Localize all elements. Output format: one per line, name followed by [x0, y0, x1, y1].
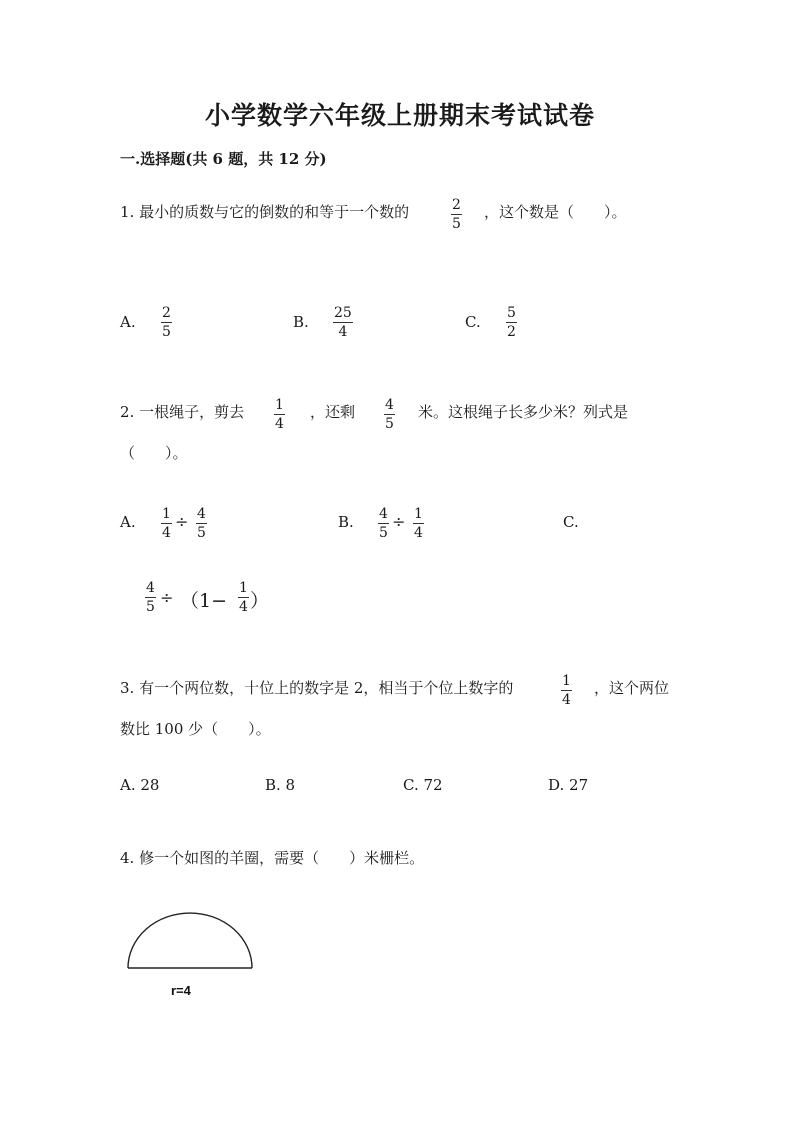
fraction-bar [506, 322, 517, 323]
q1-fraction [451, 197, 462, 232]
q2-text-part2: ，还剩 [310, 403, 356, 421]
fraction-bar [384, 414, 395, 415]
denominator: 5 [146, 599, 155, 615]
q1-option-b-fraction [333, 305, 353, 340]
q2-option-c-label: C. [563, 513, 579, 531]
q2-option-c-open-paren: （1− [180, 590, 228, 612]
fraction-bar [238, 597, 249, 598]
radius-label: r=4 [171, 983, 191, 998]
section-heading: 一.选择题(共 6 题，共 12 分) [120, 150, 327, 168]
fraction-bar [161, 322, 172, 323]
q3-option-a: A. 28 [120, 776, 160, 794]
numerator: 1 [239, 580, 248, 596]
q3-option-d: D. 27 [548, 776, 589, 794]
q2-option-a-fraction-2 [196, 506, 207, 541]
q2-option-a-fraction-1 [161, 506, 172, 541]
q2-option-b-divide-sign: ÷ [392, 512, 406, 531]
q1-text-after: ，这个数是（ ）。 [484, 203, 627, 221]
q2-text-part1: 2. 一根绳子，剪去 [120, 403, 245, 421]
q2-fraction-2 [384, 397, 395, 432]
fraction-bar [413, 523, 424, 524]
q2-option-c-divide-sign: ÷ [160, 588, 174, 607]
fraction-bar [274, 414, 285, 415]
q2-option-b-fraction-2 [413, 506, 424, 541]
fraction-bar [378, 523, 389, 524]
q1-text-before: 1. 最小的质数与它的倒数的和等于一个数的 [120, 203, 410, 221]
numerator: 1 [162, 506, 171, 522]
fraction-bar [145, 597, 156, 598]
denominator: 4 [162, 525, 171, 541]
q2-option-c-close-paren: ） [250, 590, 270, 612]
numerator: 4 [197, 506, 206, 522]
numerator: 1 [275, 397, 284, 413]
q2-text-part3: 米。这根绳子长多少米？列式是 [418, 403, 629, 421]
semicircle-figure [118, 900, 268, 1000]
denominator: 5 [385, 416, 394, 432]
denominator: 5 [379, 525, 388, 541]
denominator: 4 [239, 599, 248, 615]
q3-fraction [561, 673, 572, 708]
q2-option-b-fraction-1 [378, 506, 389, 541]
fraction-bar [451, 214, 462, 215]
q3-text-line2: 数比 100 少（ ）。 [120, 720, 271, 738]
numerator: 1 [414, 506, 423, 522]
fraction-bar [196, 523, 207, 524]
q2-fraction-1 [274, 397, 285, 432]
q2-option-b-label: B. [338, 513, 354, 531]
denominator: 2 [507, 324, 516, 340]
numerator: 4 [385, 397, 394, 413]
numerator: 4 [379, 506, 388, 522]
numerator: 1 [562, 673, 571, 689]
q3-option-c: C. 72 [403, 776, 443, 794]
denominator: 4 [414, 525, 423, 541]
fraction-bar [161, 523, 172, 524]
denominator: 4 [562, 692, 571, 708]
denominator: 4 [275, 416, 284, 432]
numerator: 25 [334, 305, 352, 321]
q1-option-c-label: C. [465, 313, 481, 331]
denominator: 5 [162, 324, 171, 340]
fraction-bar [561, 690, 572, 691]
numerator: 5 [507, 305, 516, 321]
q3-option-b: B. 8 [265, 776, 296, 794]
q4-text: 4. 修一个如图的羊圈，需要（ ）米栅栏。 [120, 849, 425, 867]
q1-option-c-fraction [506, 305, 517, 340]
numerator: 4 [146, 580, 155, 596]
page-title: 小学数学六年级上册期末考试试卷 [204, 101, 595, 130]
q3-text-part1: 3. 有一个两位数，十位上的数字是 2，相当于个位上数字的 [120, 679, 514, 697]
q1-option-b-label: B. [293, 313, 309, 331]
q2-option-c-fraction-2 [238, 580, 249, 615]
fraction-bar [333, 322, 353, 323]
q2-text-line2: （ ）。 [120, 444, 188, 462]
q1-fraction-numerator: 2 [452, 197, 461, 213]
q1-fraction-denominator: 5 [452, 216, 461, 232]
q3-text-part2: ，这个两位 [594, 679, 670, 697]
q1-option-a-label: A. [120, 313, 136, 331]
numerator: 2 [162, 305, 171, 321]
q2-option-a-label: A. [120, 513, 136, 531]
q2-option-c-fraction-1 [145, 580, 156, 615]
denominator: 4 [338, 324, 348, 340]
q2-option-a-divide-sign: ÷ [175, 512, 189, 531]
semicircle-arc [128, 913, 252, 968]
q1-option-a-fraction [161, 305, 172, 340]
denominator: 5 [197, 525, 206, 541]
